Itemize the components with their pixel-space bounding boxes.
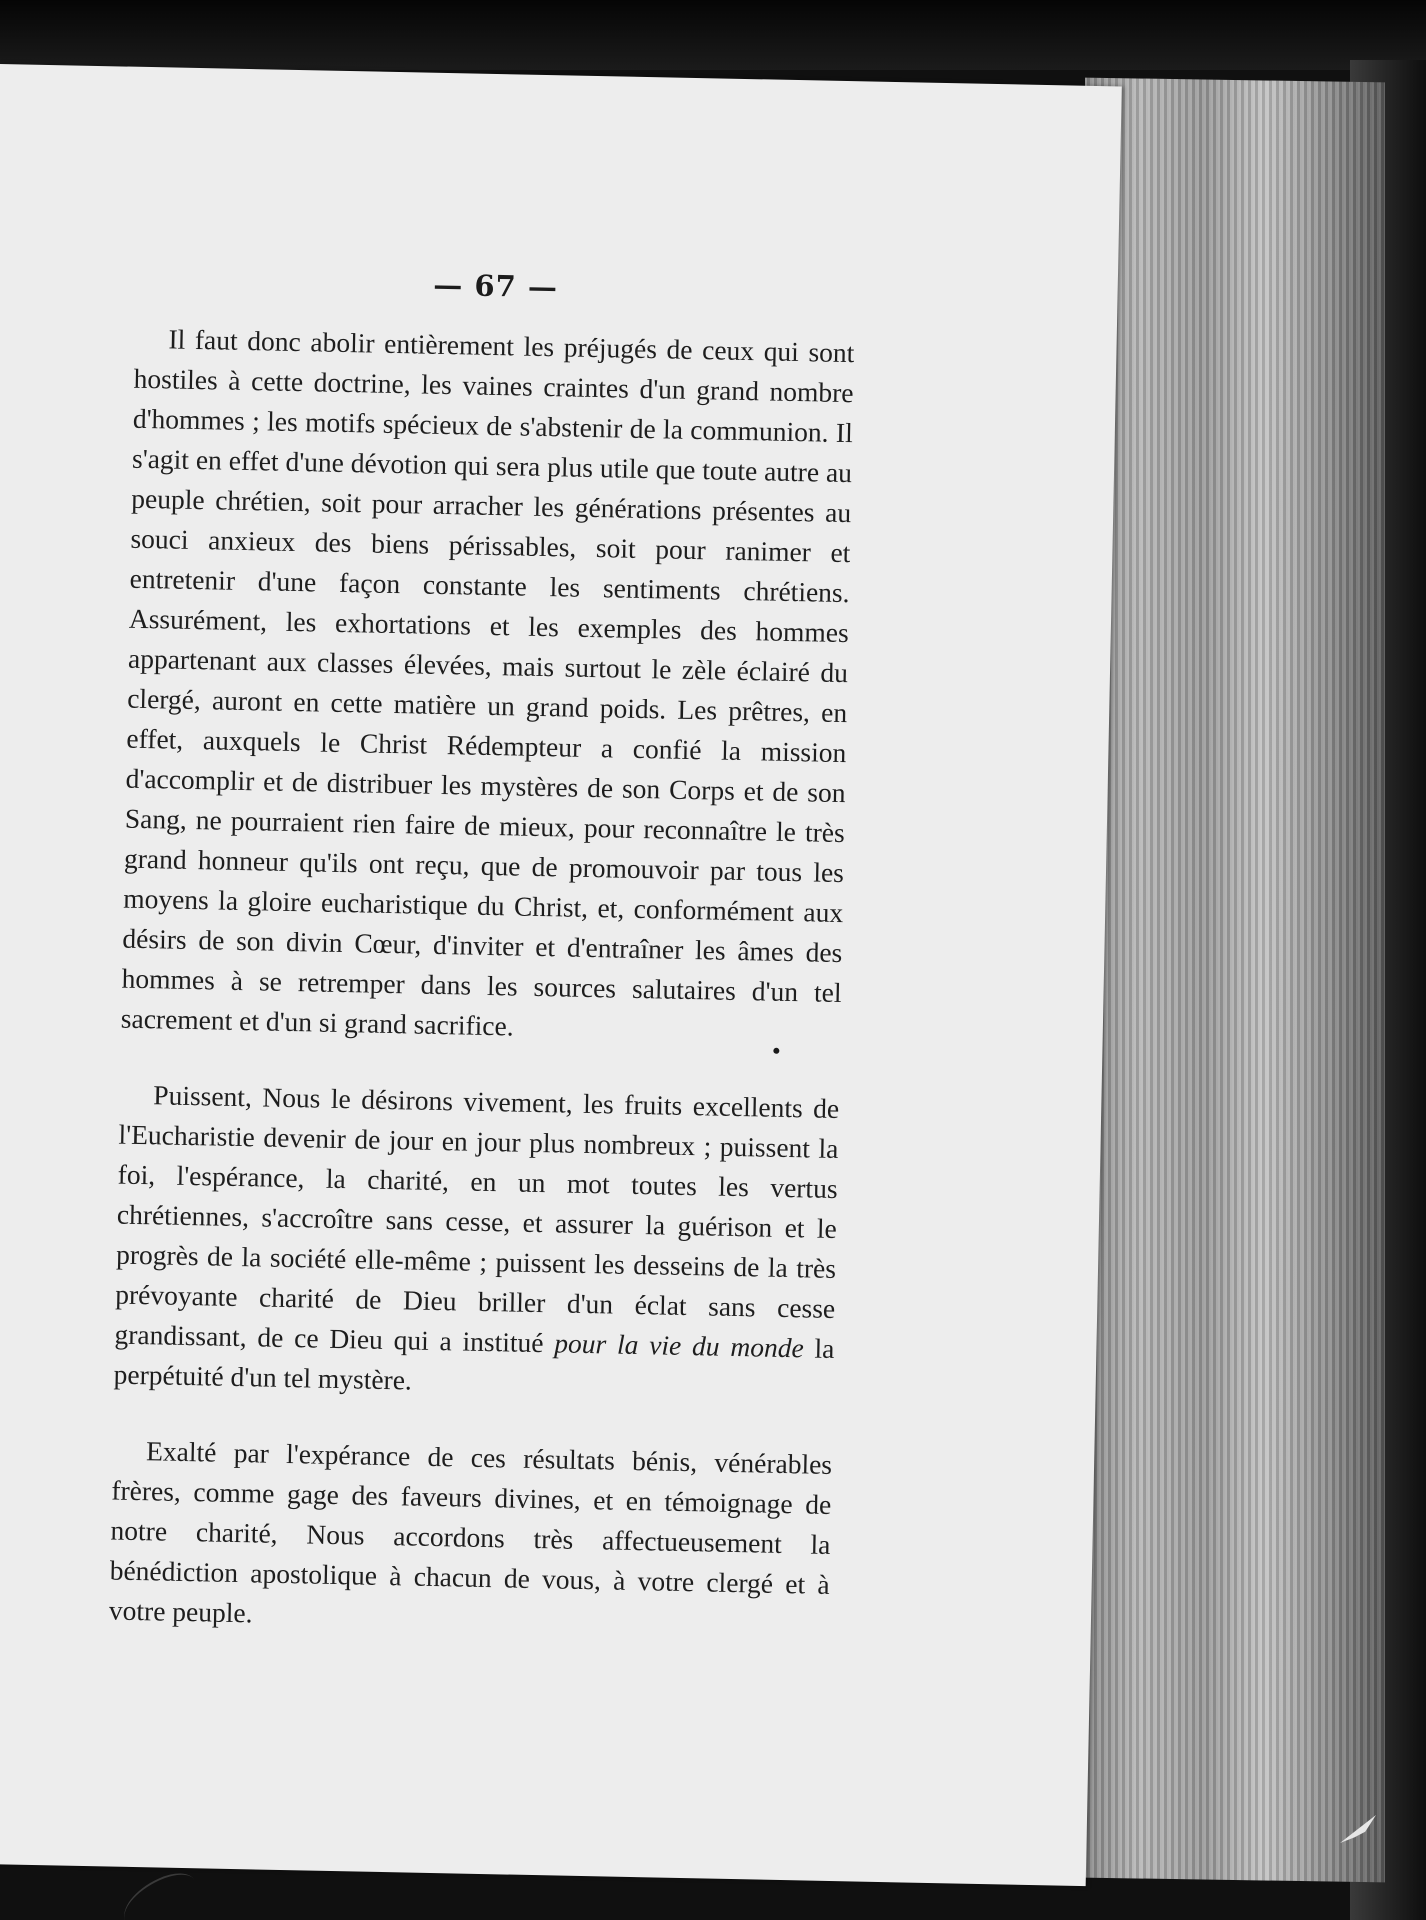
- page-number: — 67 —: [433, 267, 559, 305]
- page-text: [108, 319, 855, 1681]
- paragraph-2-text: Puissent, Nous le désirons vivement, les fruits excellents de l'Eucharistie devenir de jour en jour plus nombreux ; puissent la foi, l'espérance, la charité, en un mot toutes les vertus chrétiennes, s'accroître sans cesse, et assurer la guérison et le progrès de la société elle-même ; puissent les desseins de la très prévoyante charité de Dieu briller d'un éclat sans cesse grandissant, de ce Dieu qui a institué: [114, 1079, 840, 1359]
- paragraph-1: Il faut donc abolir entièrement les préjugés de ceux qui sont hostiles à cette doctrine, les vaines craintes d'un grand nombre d'hommes ; les motifs spécieux de s'abstenir de la communion. Il s'agit en effet d'une dévotion qui sera plus utile que toute autre au peuple chrétien, soit pour arracher les générations présentes au souci anxieux des biens périssables, soit pour ranimer et entretenir d'une façon constante les sentiments chrétiens. Assurément, les exhortations et les exemples des hommes appartenant aux classes élevées, mais surtout le zèle éclairé du clergé, auront en cette matière un grand poids. Les prêtres, en effet, auxquels le Christ Rédempteur a confié la mission d'accomplir et de distribuer les mystères de son Corps et de son Sang, ne pourraient rien faire de mieux, pour reconnaître le très grand honneur qu'ils ont reçu, que de promouvoir par tous les moyens la gloire eucharistique du Christ, et, conformément aux désirs de son divin Cœur, d'inviter et d'entraîner les âmes des hommes à se retremper dans les sources salutaires d'un tel sacrement et d'un si grand sacrifice.: [120, 323, 855, 1042]
- paragraph-3: Exalté par l'expérance de ces résultats bénis, vénérables frères, comme gage des faveurs divines, et en témoignage de notre charité, Nous accordons très affectueusement la bénédiction apostolique à chacun de vous, à votre clergé et à votre peuple.: [108, 1435, 833, 1629]
- paragraph-2: [113, 1075, 839, 1409]
- book-page: [0, 64, 1122, 1886]
- italic-phrase: pour la vie du monde: [554, 1327, 805, 1364]
- page-edges: [1085, 78, 1385, 1883]
- paper-curl-mark: [115, 1865, 205, 1920]
- scan-background: [0, 0, 1426, 70]
- paragraph-2-end: la perpétuité d'un tel mystère.: [113, 1332, 835, 1396]
